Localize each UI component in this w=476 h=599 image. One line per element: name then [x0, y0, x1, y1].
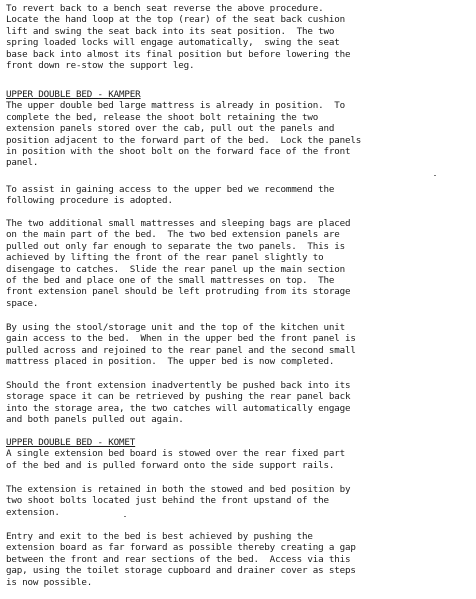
paragraph-access-upper-bed: [6, 184, 474, 207]
text-line: Should the front extension inadvertently be pushed back into its: [6, 380, 351, 391]
text-line: gain access to the bed. When in the upper bed the front panel is: [6, 333, 356, 345]
text-line: The upper double bed large mattress is already in position. To: [6, 100, 346, 112]
scan-speck: [124, 516, 126, 517]
text-line: disengage to catches. Slide the rear panel up the main section: [6, 263, 346, 275]
text-line: A single extension bed board is stowed over the rear fixed part: [6, 448, 346, 460]
scan-speck: [434, 175, 436, 176]
paragraph-stool-storage-unit: [6, 322, 474, 368]
text-line: storage space it can be retrieved by pushing the rear panel back: [6, 391, 351, 403]
text-line: mattress placed in position. The upper bed is now completed.: [6, 356, 335, 368]
text-line: gap, using the toilet storage cupboard and drainer cover as steps: [6, 565, 356, 577]
paragraph-revert-to-bench-seat: [6, 3, 474, 71]
text-line: lift and swing the seat back into its seat position. The two: [6, 25, 335, 37]
text-line: The two additional small mattresses and sleeping bags are placed: [6, 218, 351, 229]
text-line: complete the bed, release the shoot bolt retaining the two: [6, 111, 319, 123]
text-line: between the front and rear sections of the bed. Access via this: [6, 553, 351, 565]
text-line: panel.: [6, 157, 39, 169]
text-line: and both panels pulled out again.: [6, 414, 184, 426]
text-line: into the storage area, the two catches will automatically engage: [6, 402, 351, 414]
text-line: base back into almost its final position but before lowering the: [6, 48, 351, 60]
text-line: extension panels stored over the cab, pull out the panels and: [6, 123, 335, 135]
paragraph-mattresses-sleeping-bags: [6, 218, 474, 309]
paragraph-upper-bed-komet: [6, 437, 474, 471]
text-line: To assist in gaining access to the upper bed we recommend the: [6, 184, 335, 195]
text-line: extension board as far forward as possible thereby creating a gap: [6, 542, 356, 554]
text-line: of the bed and place one of the small mattresses on top. The: [6, 275, 335, 287]
text-line: achieved by lifting the front of the rear panel slightly to: [6, 252, 324, 264]
text-line: pulled out only far enough to separate the two panels. This is: [6, 240, 346, 252]
text-line: spring loaded locks will engage automatically, swing the seat: [6, 37, 340, 49]
paragraph-front-extension-pushed-back: [6, 380, 474, 426]
text-line: Locate the hand loop at the top (rear) of the seat back cushion: [6, 14, 346, 26]
text-line: By using the stool/storage unit and the top of the kitchen unit: [6, 322, 346, 333]
text-line: front down re-stow the support leg.: [6, 60, 195, 72]
text-line: front extension panel should be left protruding from its storage: [6, 286, 351, 298]
section-heading-kamper: UPPER DOUBLE BED - KAMPER: [6, 89, 141, 100]
text-line: extension.: [6, 506, 60, 518]
section-heading-komet: UPPER DOUBLE BED - KOMET: [6, 437, 136, 448]
text-line: pulled across and rejoined to the rear panel and the second small: [6, 344, 356, 356]
text-line: space.: [6, 297, 39, 309]
text-line: To revert back to a bench seat reverse the above procedure.: [6, 3, 324, 14]
text-line: two shoot bolts located just behind the front upstand of the: [6, 495, 329, 507]
text-line: is now possible.: [6, 576, 93, 588]
text-line: of the bed and is pulled forward onto the side support rails.: [6, 459, 335, 471]
text-line: The extension is retained in both the stowed and bed position by: [6, 484, 351, 495]
text-line: Entry and exit to the bed is best achieved by pushing the: [6, 531, 313, 542]
paragraph-upper-bed-kamper: [6, 89, 474, 169]
text-line: in position with the shoot bolt on the forward face of the front: [6, 146, 351, 158]
text-line: following procedure is adopted.: [6, 195, 173, 207]
text-line: position adjacent to the forward part of the bed. Lock the panels: [6, 134, 362, 146]
text-line: on the main part of the bed. The two bed extension panels are: [6, 229, 340, 241]
paragraph-entry-and-exit: [6, 531, 474, 588]
paragraph-extension-retained: [6, 484, 474, 518]
